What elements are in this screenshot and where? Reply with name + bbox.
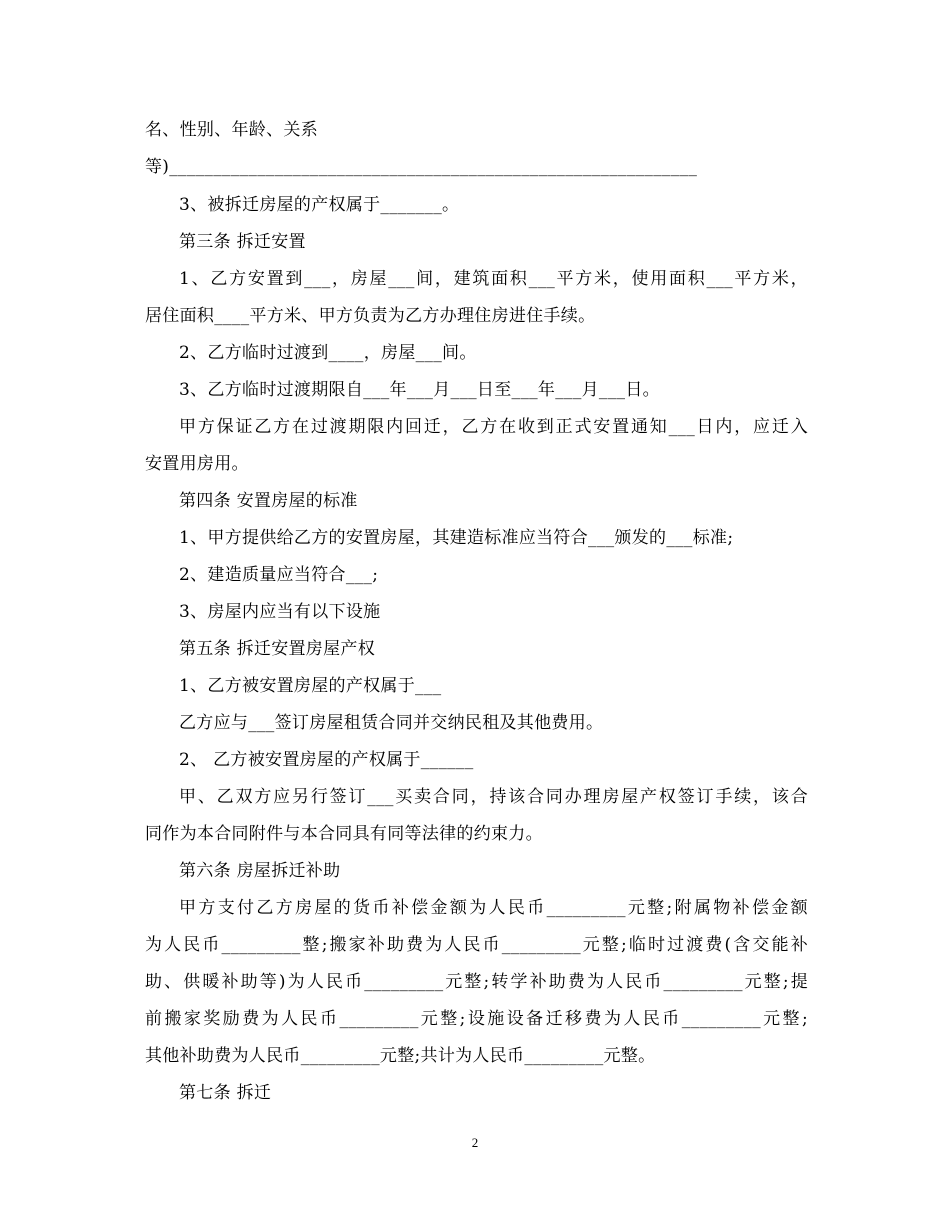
section-heading: 第七条 拆迁 — [179, 1083, 272, 1103]
text-line: 甲方保证乙方在过渡期限内回迁，乙方在收到正式安置通知___日内，应迁入 — [179, 417, 808, 437]
text-line: 名、性别、年龄、关系 — [145, 120, 318, 140]
text-line: 1、乙方被安置房屋的产权属于___ — [179, 676, 442, 696]
text-line: 助、供暖补助等)为人民币_________元整;转学补助费为人民币_________元整;提 — [145, 972, 808, 992]
text-line: 等)____________________________________________________________ — [145, 157, 698, 177]
text-line: 居住面积____平方米、甲方负责为乙方办理住房进住手续。 — [145, 306, 596, 326]
text-line: 2、 乙方被安置房屋的产权属于______ — [179, 750, 474, 770]
text-line: 2、乙方临时过渡到____，房屋___间。 — [179, 343, 477, 363]
section-heading: 第四条 安置房屋的标准 — [179, 491, 358, 511]
text-line: 为人民币_________整;搬家补助费为人民币_________元整;临时过渡费(含交能补 — [145, 935, 808, 955]
text-line: 1、甲方提供给乙方的安置房屋，其建造标准应当符合___颁发的___标准; — [179, 528, 734, 548]
text-line: 同作为本合同附件与本合同具有同等法律的约束力。 — [145, 824, 543, 844]
section-heading: 第五条 拆迁安置房屋产权 — [179, 639, 376, 659]
text-line: 前搬家奖励费为人民币_________元整;设施设备迁移费为人民币_________元整; — [145, 1009, 808, 1029]
text-line: 3、乙方临时过渡期限自___年___月___日至___年___月___日。 — [179, 380, 660, 400]
text-line: 安置用房用。 — [145, 454, 249, 474]
section-heading: 第六条 房屋拆迁补助 — [179, 861, 341, 881]
text-line: 1、乙方安置到___，房屋___间，建筑面积___平方米，使用面积___平方米， — [179, 269, 808, 289]
text-line: 3、被拆迁房屋的产权属于_______。 — [179, 195, 460, 215]
page-number: 2 — [471, 1135, 479, 1150]
text-line: 甲、乙双方应另行签订___买卖合同，持该合同办理房屋产权签订手续，该合 — [179, 787, 808, 807]
text-line: 3、房屋内应当有以下设施 — [179, 602, 381, 622]
text-line: 乙方应与___签订房屋租赁合同并交纳民租及其他费用。 — [179, 713, 604, 733]
text-line: 甲方支付乙方房屋的货币补偿金额为人民币_________元整;附属物补偿金额 — [179, 898, 808, 918]
text-line: 2、建造质量应当符合___; — [179, 565, 379, 585]
section-heading: 第三条 拆迁安置 — [179, 232, 306, 252]
text-line: 其他补助费为人民币_________元整;共计为人民币_________元整。 — [145, 1046, 656, 1066]
